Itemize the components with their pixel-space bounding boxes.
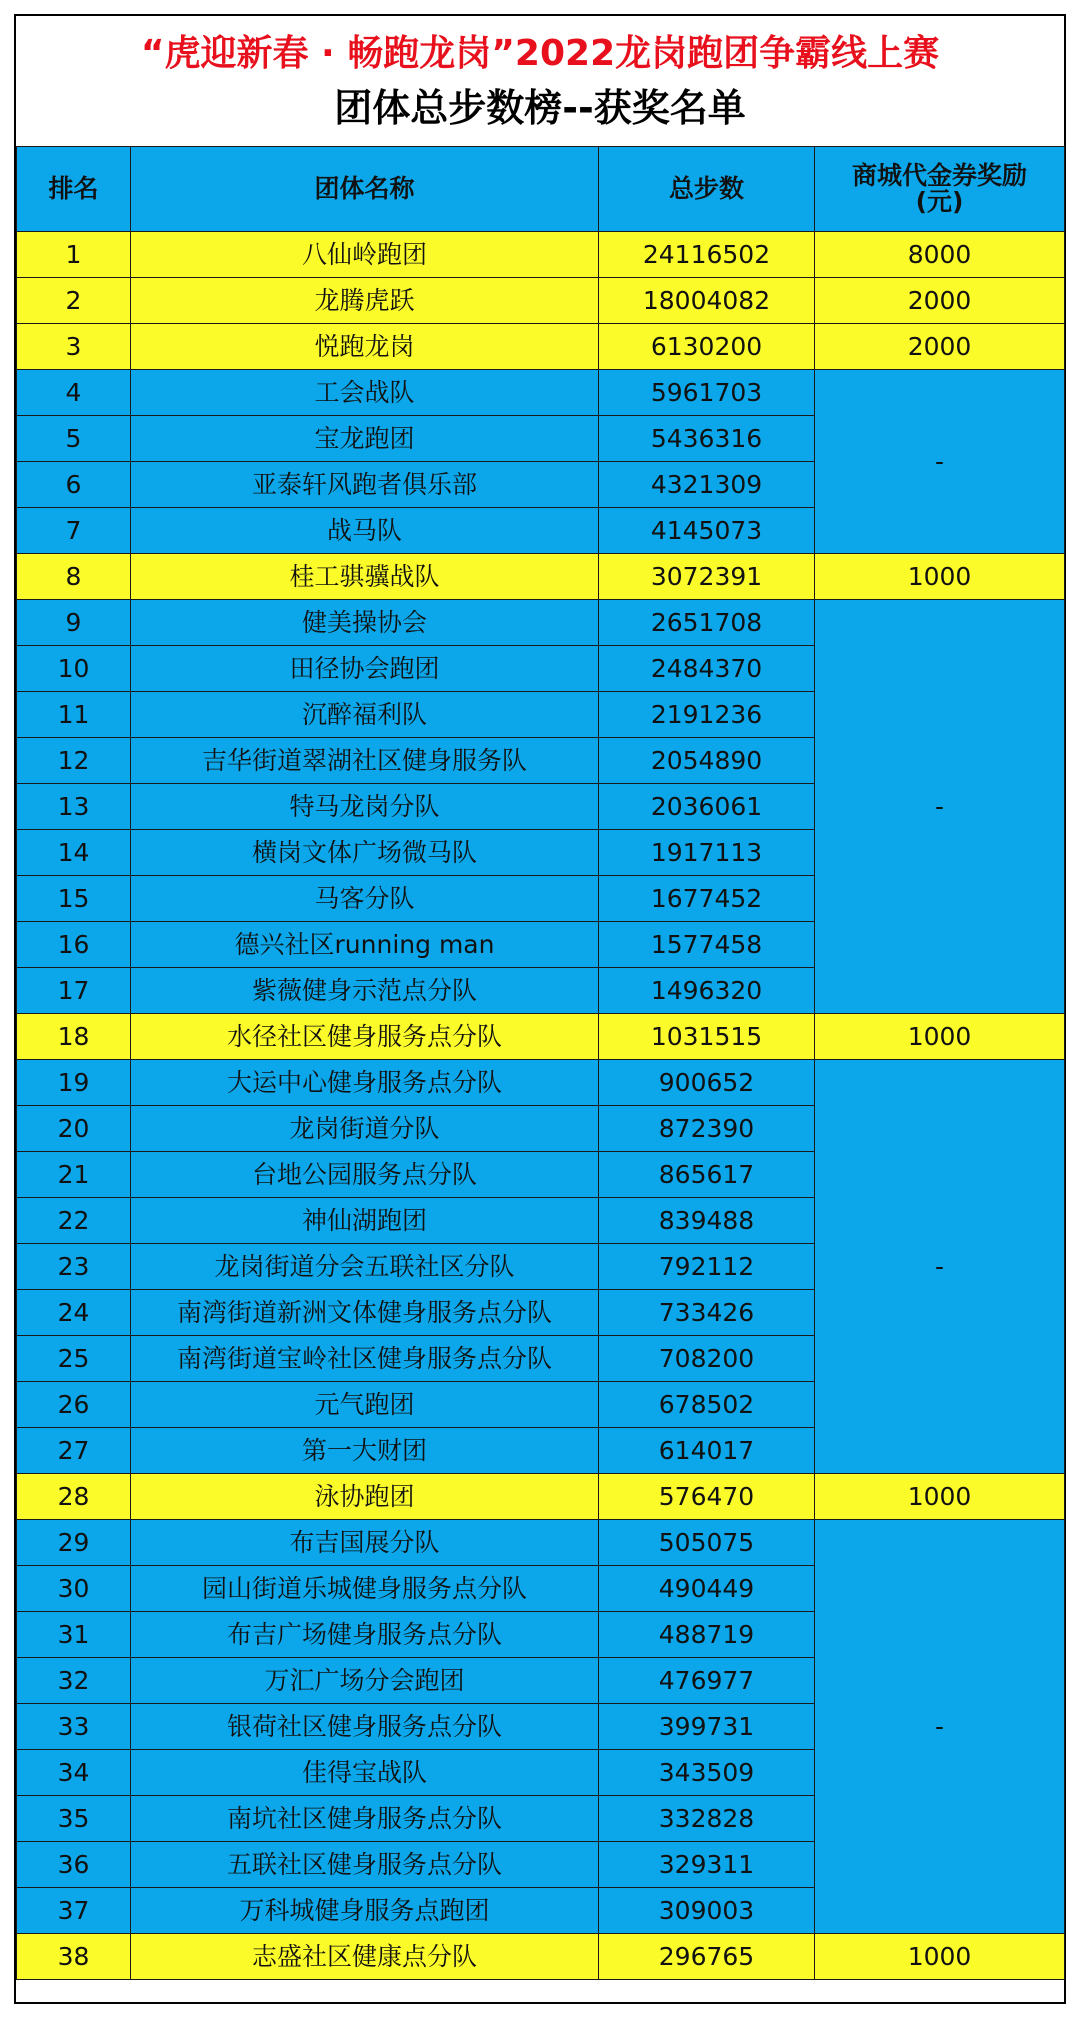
rank-cell: 17	[17, 968, 131, 1014]
rank-cell: 16	[17, 922, 131, 968]
team-name-cell: 宝龙跑团	[131, 416, 599, 462]
team-name-cell: 佳得宝战队	[131, 1750, 599, 1796]
team-name-cell: 紫薇健身示范点分队	[131, 968, 599, 1014]
total-steps-cell: 2484370	[599, 646, 815, 692]
rank-cell: 28	[17, 1474, 131, 1520]
reward-cell: -	[815, 1520, 1065, 1934]
total-steps-cell: 24116502	[599, 232, 815, 278]
rank-cell: 29	[17, 1520, 131, 1566]
rank-cell: 35	[17, 1796, 131, 1842]
total-steps-cell: 2036061	[599, 784, 815, 830]
rank-cell: 1	[17, 232, 131, 278]
team-name-cell: 志盛社区健康点分队	[131, 1934, 599, 1980]
rank-cell: 30	[17, 1566, 131, 1612]
team-name-cell: 马客分队	[131, 876, 599, 922]
rank-cell: 24	[17, 1290, 131, 1336]
team-name-cell: 南湾街道新洲文体健身服务点分队	[131, 1290, 599, 1336]
header-reward: 商城代金券奖励 (元)	[815, 147, 1065, 232]
award-document	[14, 14, 1066, 2004]
rank-cell: 8	[17, 554, 131, 600]
total-steps-cell: 865617	[599, 1152, 815, 1198]
total-steps-cell: 296765	[599, 1934, 815, 1980]
rank-cell: 9	[17, 600, 131, 646]
header-rank: 排名	[17, 147, 131, 232]
rank-cell: 32	[17, 1658, 131, 1704]
event-title: “虎迎新春 · 畅跑龙岗”2022龙岗跑团争霸线上赛	[140, 33, 940, 74]
total-steps-cell: 1577458	[599, 922, 815, 968]
rank-cell: 26	[17, 1382, 131, 1428]
team-name-cell: 园山街道乐城健身服务点分队	[131, 1566, 599, 1612]
total-steps-cell: 2191236	[599, 692, 815, 738]
rank-cell: 38	[17, 1934, 131, 1980]
rank-cell: 13	[17, 784, 131, 830]
team-name-cell: 吉华街道翠湖社区健身服务队	[131, 738, 599, 784]
reward-cell: 8000	[815, 232, 1065, 278]
total-steps-cell: 614017	[599, 1428, 815, 1474]
total-steps-cell: 678502	[599, 1382, 815, 1428]
reward-cell: -	[815, 370, 1065, 554]
rank-cell: 14	[17, 830, 131, 876]
rank-cell: 6	[17, 462, 131, 508]
team-name-cell: 水径社区健身服务点分队	[131, 1014, 599, 1060]
team-name-cell: 德兴社区running man	[131, 922, 599, 968]
team-name-cell: 神仙湖跑团	[131, 1198, 599, 1244]
rank-cell: 36	[17, 1842, 131, 1888]
team-name-cell: 五联社区健身服务点分队	[131, 1842, 599, 1888]
total-steps-cell: 490449	[599, 1566, 815, 1612]
total-steps-cell: 1496320	[599, 968, 815, 1014]
rank-cell: 33	[17, 1704, 131, 1750]
total-steps-cell: 1917113	[599, 830, 815, 876]
rank-cell: 19	[17, 1060, 131, 1106]
total-steps-cell: 5436316	[599, 416, 815, 462]
team-name-cell: 南坑社区健身服务点分队	[131, 1796, 599, 1842]
total-steps-cell: 505075	[599, 1520, 815, 1566]
rank-cell: 21	[17, 1152, 131, 1198]
team-name-cell: 万汇广场分会跑团	[131, 1658, 599, 1704]
table-row	[17, 324, 1065, 370]
reward-cell: 1000	[815, 554, 1065, 600]
reward-cell: -	[815, 600, 1065, 1014]
rank-cell: 4	[17, 370, 131, 416]
team-name-cell: 悦跑龙岗	[131, 324, 599, 370]
reward-cell: -	[815, 1060, 1065, 1474]
table-header-row	[17, 147, 1065, 232]
rank-cell: 27	[17, 1428, 131, 1474]
total-steps-cell: 309003	[599, 1888, 815, 1934]
rank-cell: 2	[17, 278, 131, 324]
table-row	[17, 1934, 1065, 1980]
total-steps-cell: 4321309	[599, 462, 815, 508]
total-steps-cell: 476977	[599, 1658, 815, 1704]
header-total-steps: 总步数	[599, 147, 815, 232]
team-name-cell: 沉醉福利队	[131, 692, 599, 738]
table-row	[17, 370, 1065, 416]
table-row	[17, 554, 1065, 600]
total-steps-cell: 488719	[599, 1612, 815, 1658]
table-row	[17, 600, 1065, 646]
total-steps-cell: 5961703	[599, 370, 815, 416]
rank-cell: 10	[17, 646, 131, 692]
table-row	[17, 1520, 1065, 1566]
total-steps-cell: 792112	[599, 1244, 815, 1290]
reward-cell: 1000	[815, 1474, 1065, 1520]
team-name-cell: 田径协会跑团	[131, 646, 599, 692]
team-name-cell: 南湾街道宝岭社区健身服务点分队	[131, 1336, 599, 1382]
rank-cell: 12	[17, 738, 131, 784]
team-name-cell: 万科城健身服务点跑团	[131, 1888, 599, 1934]
header-team-name: 团体名称	[131, 147, 599, 232]
rank-cell: 11	[17, 692, 131, 738]
table-row	[17, 232, 1065, 278]
title-block	[16, 16, 1064, 148]
total-steps-cell: 2054890	[599, 738, 815, 784]
table-row	[17, 1474, 1065, 1520]
team-name-cell: 桂工骐骥战队	[131, 554, 599, 600]
team-name-cell: 健美操协会	[131, 600, 599, 646]
team-name-cell: 台地公园服务点分队	[131, 1152, 599, 1198]
rank-cell: 34	[17, 1750, 131, 1796]
total-steps-cell: 1031515	[599, 1014, 815, 1060]
reward-cell: 1000	[815, 1934, 1065, 1980]
table-row	[17, 278, 1065, 324]
rank-cell: 5	[17, 416, 131, 462]
team-name-cell: 亚泰轩风跑者俱乐部	[131, 462, 599, 508]
total-steps-cell: 332828	[599, 1796, 815, 1842]
team-name-cell: 龙岗街道分队	[131, 1106, 599, 1152]
rank-cell: 25	[17, 1336, 131, 1382]
team-name-cell: 元气跑团	[131, 1382, 599, 1428]
table-row	[17, 1060, 1065, 1106]
team-name-cell: 龙腾虎跃	[131, 278, 599, 324]
list-title: 团体总步数榜--获奖名单	[334, 86, 746, 130]
team-name-cell: 横岗文体广场微马队	[131, 830, 599, 876]
total-steps-cell: 733426	[599, 1290, 815, 1336]
team-name-cell: 银荷社区健身服务点分队	[131, 1704, 599, 1750]
total-steps-cell: 708200	[599, 1336, 815, 1382]
rank-cell: 18	[17, 1014, 131, 1060]
reward-cell: 2000	[815, 324, 1065, 370]
ranking-table	[16, 146, 1065, 1980]
team-name-cell: 大运中心健身服务点分队	[131, 1060, 599, 1106]
team-name-cell: 战马队	[131, 508, 599, 554]
total-steps-cell: 3072391	[599, 554, 815, 600]
rank-cell: 3	[17, 324, 131, 370]
rank-cell: 37	[17, 1888, 131, 1934]
total-steps-cell: 343509	[599, 1750, 815, 1796]
team-name-cell: 特马龙岗分队	[131, 784, 599, 830]
total-steps-cell: 900652	[599, 1060, 815, 1106]
team-name-cell: 八仙岭跑团	[131, 232, 599, 278]
total-steps-cell: 839488	[599, 1198, 815, 1244]
total-steps-cell: 872390	[599, 1106, 815, 1152]
team-name-cell: 龙岗街道分会五联社区分队	[131, 1244, 599, 1290]
team-name-cell: 工会战队	[131, 370, 599, 416]
total-steps-cell: 2651708	[599, 600, 815, 646]
rank-cell: 20	[17, 1106, 131, 1152]
reward-cell: 2000	[815, 278, 1065, 324]
total-steps-cell: 399731	[599, 1704, 815, 1750]
table-row	[17, 1014, 1065, 1060]
team-name-cell: 泳协跑团	[131, 1474, 599, 1520]
total-steps-cell: 329311	[599, 1842, 815, 1888]
reward-cell: 1000	[815, 1014, 1065, 1060]
rank-cell: 7	[17, 508, 131, 554]
rank-cell: 15	[17, 876, 131, 922]
total-steps-cell: 576470	[599, 1474, 815, 1520]
rank-cell: 23	[17, 1244, 131, 1290]
team-name-cell: 布吉国展分队	[131, 1520, 599, 1566]
total-steps-cell: 18004082	[599, 278, 815, 324]
team-name-cell: 第一大财团	[131, 1428, 599, 1474]
rank-cell: 22	[17, 1198, 131, 1244]
total-steps-cell: 1677452	[599, 876, 815, 922]
total-steps-cell: 6130200	[599, 324, 815, 370]
rank-cell: 31	[17, 1612, 131, 1658]
team-name-cell: 布吉广场健身服务点分队	[131, 1612, 599, 1658]
total-steps-cell: 4145073	[599, 508, 815, 554]
table-body	[17, 232, 1065, 1980]
